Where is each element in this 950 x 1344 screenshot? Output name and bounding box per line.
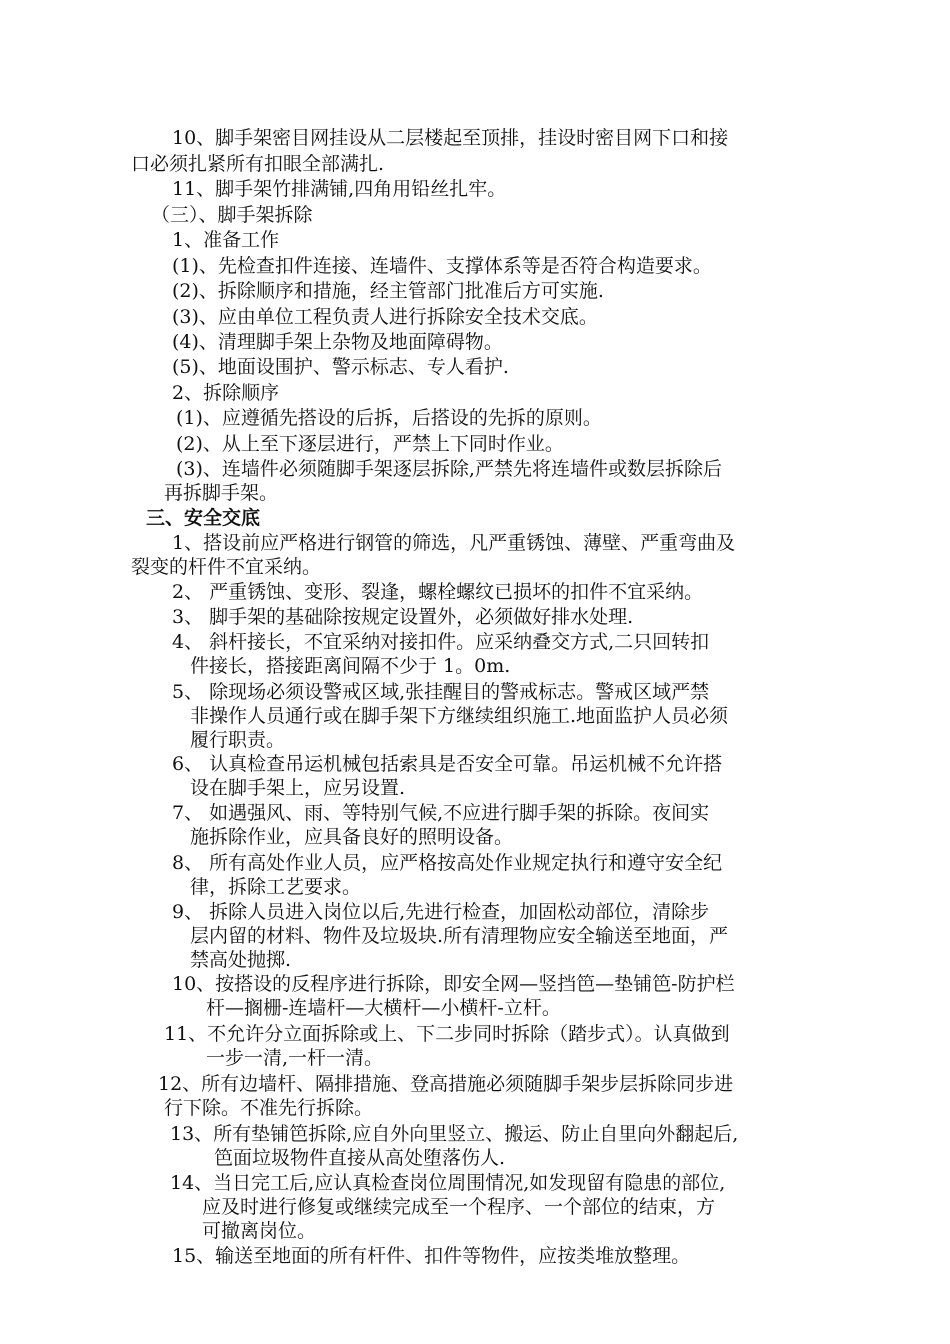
item-10-line-1: 10、脚手架密目网挂设从二层楼起至顶排，挂设时密目网下口和接 (172, 127, 729, 149)
safety-item-13-line-1: 13、所有垫铺笆拆除,应自外向里竖立、搬运、防止自里向外翻起后, (170, 1123, 739, 1145)
safety-item-5-line-3: 履行职责。 (190, 729, 286, 751)
safety-item-1-line-1: 1、搭设前应严格进行钢管的筛选，凡严重锈蚀、薄壁、严重弯曲及 (172, 532, 736, 554)
safety-item-9-line-3: 禁高处抛掷. (190, 949, 292, 971)
safety-item-1-line-2: 裂变的杆件不宜采纳。 (131, 556, 322, 578)
safety-item-10-line-1: 10、按搭设的反程序进行拆除，即安全网—竖挡笆—垫铺笆-防护栏 (172, 973, 735, 995)
order-item-3-line-1: (3)、连墙件必须随脚手架逐层拆除,严禁先将连墙件或数层拆除后 (176, 458, 722, 480)
item-11: 11、脚手架竹排满铺,四角用铅丝扎牢。 (172, 178, 507, 200)
safety-item-4-line-1: 4、 斜杆接长，不宜采纳对接扣件。应采纳叠交方式,二只回转扣 (172, 631, 710, 653)
safety-item-2: 2、 严重锈蚀、变形、裂逢，螺栓螺纹已损坏的扣件不宜采纳。 (172, 581, 704, 603)
safety-item-13-line-2: 笆面垃圾物件直接从高处堕落伤人. (214, 1147, 506, 1169)
safety-item-6-line-1: 6、 认真检查吊运机械包括索具是否安全可靠。吊运机械不允许搭 (172, 753, 723, 775)
order-heading: 2、拆除顺序 (172, 382, 280, 404)
safety-item-8-line-2: 律，拆除工艺要求。 (190, 876, 362, 898)
safety-item-11-line-1: 11、不允许分立面拆除或上、下二步同时拆除（踏步式）。认真做到 (164, 1023, 730, 1045)
safety-heading: 三、安全交底 (146, 507, 261, 529)
item-10-line-2: 口必须扎紧所有扣眼全部满扎. (131, 153, 385, 175)
safety-item-6-line-2: 设在脚手架上，应另设置. (190, 777, 406, 799)
safety-item-7-line-2: 施拆除作业，应具备良好的照明设备。 (190, 826, 514, 848)
safety-item-14-line-2: 应及时进行修复或继续完成至一个程序、一个部位的结束，方 (202, 1196, 716, 1218)
prep-item-4: (4)、清理脚手架上杂物及地面障碍物。 (172, 331, 503, 353)
safety-item-5-line-1: 5、 除现场必须设警戒区域,张挂醒目的警戒标志。警戒区域严禁 (172, 681, 710, 703)
prep-heading: 1、准备工作 (172, 229, 280, 251)
safety-item-5-line-2: 非操作人员通行或在脚手架下方继续组织施工.地面监护人员必须 (190, 705, 729, 727)
safety-item-11-line-2: 一步一清,一杆一清。 (206, 1047, 384, 1069)
safety-item-10-line-2: 杆—搁栅-连墙杆—大横杆—小横杆-立杆。 (206, 997, 561, 1019)
prep-item-5: (5)、地面设围护、警示标志、专人看护. (172, 356, 509, 378)
safety-item-3: 3、 脚手架的基础除按规定设置外，必须做好排水处理. (172, 606, 634, 628)
safety-item-9-line-2: 层内留的材料、物件及垃圾块.所有清理物应安全输送至地面，严 (190, 925, 729, 947)
prep-item-3: (3)、应由单位工程负责人进行拆除安全技术交底。 (172, 306, 598, 328)
safety-item-15: 15、输送至地面的所有杆件、扣件等物件，应按类堆放整理。 (172, 1245, 691, 1267)
safety-item-4-line-2: 件接长，搭接距离间隔不少于 1。0m. (190, 655, 511, 677)
safety-item-7-line-1: 7、 如遇强风、雨、等特别气候,不应进行脚手架的拆除。夜间实 (172, 802, 710, 824)
safety-item-9-line-1: 9、 拆除人员进入岗位以后,先进行检查，加固松动部位，清除步 (172, 901, 710, 923)
section-3-heading: （三）、脚手架拆除 (151, 204, 313, 226)
order-item-2: (2)、从上至下逐层进行，严禁上下同时作业。 (176, 433, 564, 455)
safety-item-12-line-2: 行下除。不准先行拆除。 (164, 1097, 374, 1119)
safety-item-14-line-3: 可撤离岗位。 (202, 1220, 317, 1242)
prep-item-1: (1)、先检查扣件连接、连墙件、支撑体系等是否符合构造要求。 (172, 255, 712, 277)
order-item-3-line-2: 再拆脚手架。 (164, 482, 279, 504)
safety-item-8-line-1: 8、 所有高处作业人员，应严格按高处作业规定执行和遵守安全纪 (172, 852, 723, 874)
prep-item-2: (2)、拆除顺序和措施，经主管部门批准后方可实施. (172, 280, 604, 302)
order-item-1: (1)、应遵循先搭设的后拆，后搭设的先拆的原则。 (176, 407, 602, 429)
safety-item-14-line-1: 14、当日完工后,应认真检查岗位周围情况,如发现留有隐患的部位, (170, 1172, 726, 1194)
safety-item-12-line-1: 12、所有边墙杆、隔排措施、登高措施必须随脚手架步层拆除同步进 (158, 1073, 734, 1095)
